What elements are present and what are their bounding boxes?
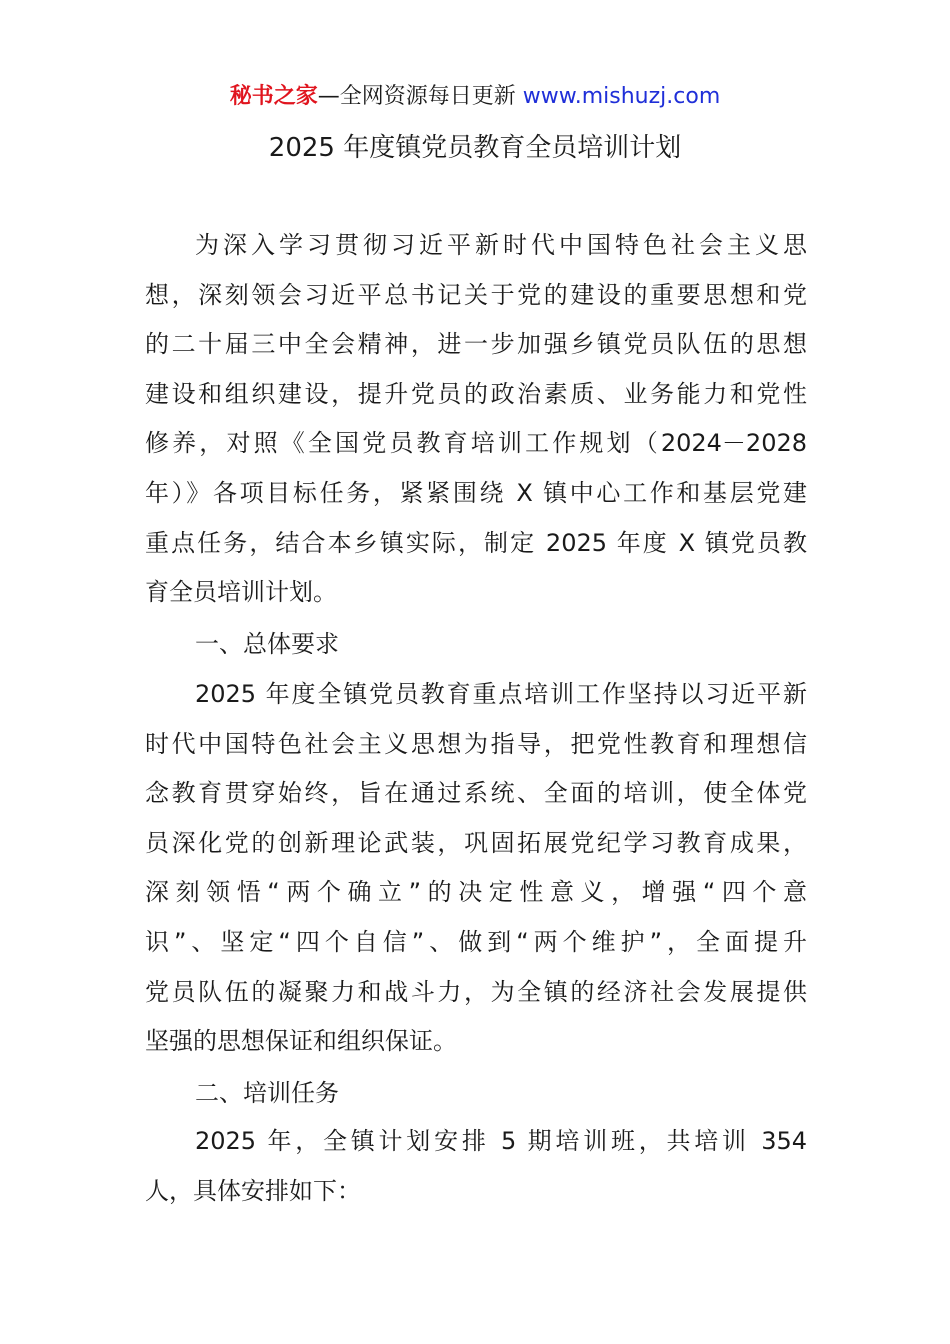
intro-line: 想，深刻领会习近平总书记关于党的建设的重要思想和党	[145, 280, 807, 309]
intro-line: 年）》各项目标任务，紧紧围绕 X 镇中心工作和基层党建	[145, 478, 807, 507]
intro-paragraph	[145, 221, 807, 618]
intro-line: 育全员培训计划。	[145, 578, 337, 607]
paragraph-line: 念教育贯穿始终，旨在通过系统、全面的培训，使全体党	[145, 779, 807, 808]
intro-line: 建设和组织建设，提升党员的政治素质、业务能力和党性	[145, 379, 807, 408]
site-header	[0, 82, 950, 112]
site-url-link[interactable]: www.mishuzj.com	[522, 84, 721, 109]
paragraph-line: 2025 年，全镇计划安排 5 期培训班，共培训 354	[195, 1127, 807, 1155]
paragraph-line: 人，具体安排如下：	[145, 1176, 361, 1205]
site-slogan: —全网资源每日更新	[317, 84, 523, 109]
brand-name: 秘书之家	[229, 84, 318, 109]
intro-line: 修养，对照《全国党员教育培训工作规划（2024－2028	[145, 429, 807, 458]
general-requirements-paragraph	[145, 670, 807, 1067]
paragraph-line: 员深化党的创新理论武装，巩固拓展党纪学习教育成果，	[145, 828, 807, 857]
document-title: 2025 年度镇党员教育全员培训计划	[268, 133, 682, 163]
paragraph-line: 党员队伍的凝聚力和战斗力，为全镇的经济社会发展提供	[145, 977, 807, 1006]
paragraph-line: 坚强的思想保证和组织保证。	[145, 1027, 457, 1056]
paragraph-line: 时代中国特色社会主义思想为指导，把党性教育和理想信	[145, 729, 807, 758]
intro-line: 的二十届三中全会精神，进一步加强乡镇党员队伍的思想	[145, 330, 807, 359]
intro-line: 重点任务，结合本乡镇实际，制定 2025 年度 X 镇党员教	[145, 528, 807, 557]
training-tasks-paragraph	[145, 1117, 807, 1216]
paragraph-line: 2025 年度全镇党员教育重点培训工作坚持以习近平新	[195, 680, 807, 708]
paragraph-line: 深刻领悟“两个确立”的决定性意义，增强“四个意	[145, 878, 807, 907]
section-heading-training-tasks: 二、培训任务	[195, 1079, 339, 1107]
intro-line: 为深入学习贯彻习近平新时代中国特色社会主义思	[195, 231, 807, 259]
paragraph-line: 识”、坚定“四个自信”、做到“两个维护”，全面提升	[145, 927, 807, 956]
section-heading-general-requirements: 一、总体要求	[195, 630, 339, 658]
